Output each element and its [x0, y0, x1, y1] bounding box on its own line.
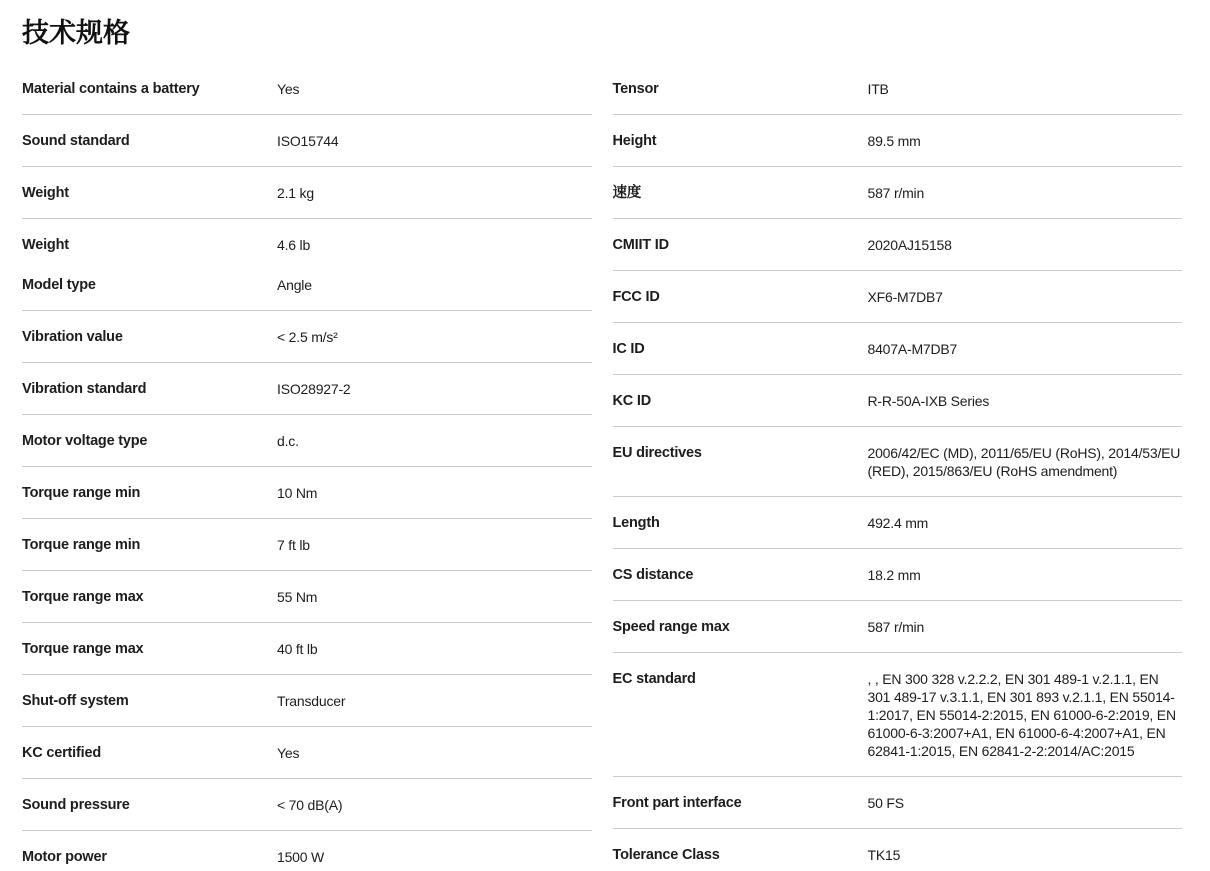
spec-label: Tolerance Class — [612, 847, 720, 863]
spec-column-right — [613, 63, 1183, 871]
spec-value: d.c. — [277, 433, 299, 449]
spec-label: CMIIT ID — [612, 237, 669, 253]
spec-value: 89.5 mm — [867, 133, 921, 149]
spec-label: KC ID — [612, 393, 651, 409]
spec-row — [22, 219, 592, 259]
spec-value: 10 Nm — [277, 485, 318, 501]
spec-label: Shut-off system — [22, 693, 129, 709]
spec-row — [613, 63, 1183, 115]
page-title: 技术规格 — [22, 18, 130, 48]
spec-value: 2020AJ15158 — [867, 237, 952, 253]
spec-row — [22, 415, 592, 467]
spec-label: Length — [612, 515, 660, 531]
spec-row — [613, 653, 1183, 777]
spec-row — [613, 115, 1183, 167]
spec-value: 587 r/min — [867, 619, 925, 635]
spec-label: EC standard — [612, 671, 696, 687]
spec-value: 587 r/min — [867, 185, 925, 201]
spec-label: Vibration standard — [22, 381, 147, 397]
spec-row — [613, 323, 1183, 375]
spec-label: Tensor — [612, 81, 659, 97]
spec-label: Front part interface — [612, 795, 742, 811]
spec-row — [613, 427, 1183, 497]
spec-label: Material contains a battery — [22, 81, 200, 97]
spec-value: TK15 — [867, 847, 901, 863]
spec-page — [0, 17, 1210, 871]
spec-row — [613, 777, 1183, 829]
spec-label: 速度 — [612, 185, 642, 201]
spec-label: Torque range min — [22, 485, 141, 501]
spec-row — [22, 259, 592, 311]
spec-row — [613, 271, 1183, 323]
spec-label: KC certified — [22, 745, 101, 761]
spec-label: Weight — [22, 185, 69, 201]
spec-row — [22, 167, 592, 219]
spec-row — [613, 167, 1183, 219]
spec-label: Motor power — [22, 849, 107, 865]
spec-value: Transducer — [277, 693, 346, 709]
spec-value: 4.6 lb — [277, 237, 311, 253]
spec-value: 2.1 kg — [277, 185, 314, 201]
spec-label: Speed range max — [612, 619, 730, 635]
spec-row — [22, 63, 592, 115]
spec-row — [613, 219, 1183, 271]
spec-value: ISO28927-2 — [277, 381, 351, 397]
spec-row — [22, 115, 592, 167]
spec-row — [613, 375, 1183, 427]
spec-label: Torque range max — [22, 589, 144, 605]
spec-row — [613, 601, 1183, 653]
spec-row — [613, 497, 1183, 549]
spec-value: < 70 dB(A) — [277, 797, 343, 813]
spec-value: 40 ft lb — [277, 641, 318, 657]
spec-label: Height — [612, 133, 657, 149]
spec-value: 492.4 mm — [867, 515, 929, 531]
spec-value: , , EN 300 328 v.2.2.2, EN 301 489-1 v.2.1.1, EN 301 489-17 v.3.1.1, EN 301 893 v.2.1.1, EN 55014-1:2017, EN 55014-2:2015, EN 61000-6-2:2019, EN 61000-6-3:2007+A1, EN 61000-6-4:2007+A1, EN 62841-1:2015, EN 62841-2-2:2014/AC:2015 — [867, 671, 1176, 759]
spec-row — [22, 311, 592, 363]
spec-row — [22, 727, 592, 779]
spec-row — [22, 779, 592, 831]
spec-value: Yes — [277, 81, 300, 97]
spec-label: CS distance — [612, 567, 694, 583]
spec-row — [22, 363, 592, 415]
spec-row — [22, 519, 592, 571]
spec-label: Motor voltage type — [22, 433, 148, 449]
spec-label: IC ID — [612, 341, 645, 357]
spec-label: Vibration value — [22, 329, 123, 345]
spec-value: 55 Nm — [277, 589, 318, 605]
spec-value: 7 ft lb — [277, 537, 310, 553]
spec-label: Torque range max — [22, 641, 144, 657]
spec-column-left — [22, 63, 592, 871]
spec-row — [22, 623, 592, 675]
spec-label: EU directives — [612, 445, 702, 461]
spec-row — [613, 829, 1183, 871]
spec-row — [22, 675, 592, 727]
spec-table — [22, 63, 1182, 871]
spec-value: 2006/42/EC (MD), 2011/65/EU (RoHS), 2014/53/EU (RED), 2015/863/EU (RoHS amendment) — [867, 445, 1181, 479]
spec-label: Model type — [22, 277, 96, 293]
spec-label: Sound pressure — [22, 797, 130, 813]
spec-value: R-R-50A-IXB Series — [867, 393, 990, 409]
spec-value: < 2.5 m/s² — [277, 329, 338, 345]
spec-label: Torque range min — [22, 537, 141, 553]
spec-value: XF6-M7DB7 — [867, 289, 943, 305]
spec-row — [22, 831, 592, 871]
spec-value: Angle — [277, 277, 312, 293]
spec-value: 1500 W — [277, 849, 325, 865]
spec-value: Yes — [277, 745, 300, 761]
spec-row — [22, 571, 592, 623]
spec-value: 8407A-M7DB7 — [867, 341, 958, 357]
spec-label: Weight — [22, 237, 69, 253]
spec-value: ISO15744 — [277, 133, 339, 149]
spec-value: ITB — [867, 81, 889, 97]
spec-row — [613, 549, 1183, 601]
spec-label: FCC ID — [612, 289, 660, 305]
spec-row — [22, 467, 592, 519]
spec-label: Sound standard — [22, 133, 130, 149]
spec-value: 50 FS — [867, 795, 904, 811]
spec-value: 18.2 mm — [867, 567, 921, 583]
